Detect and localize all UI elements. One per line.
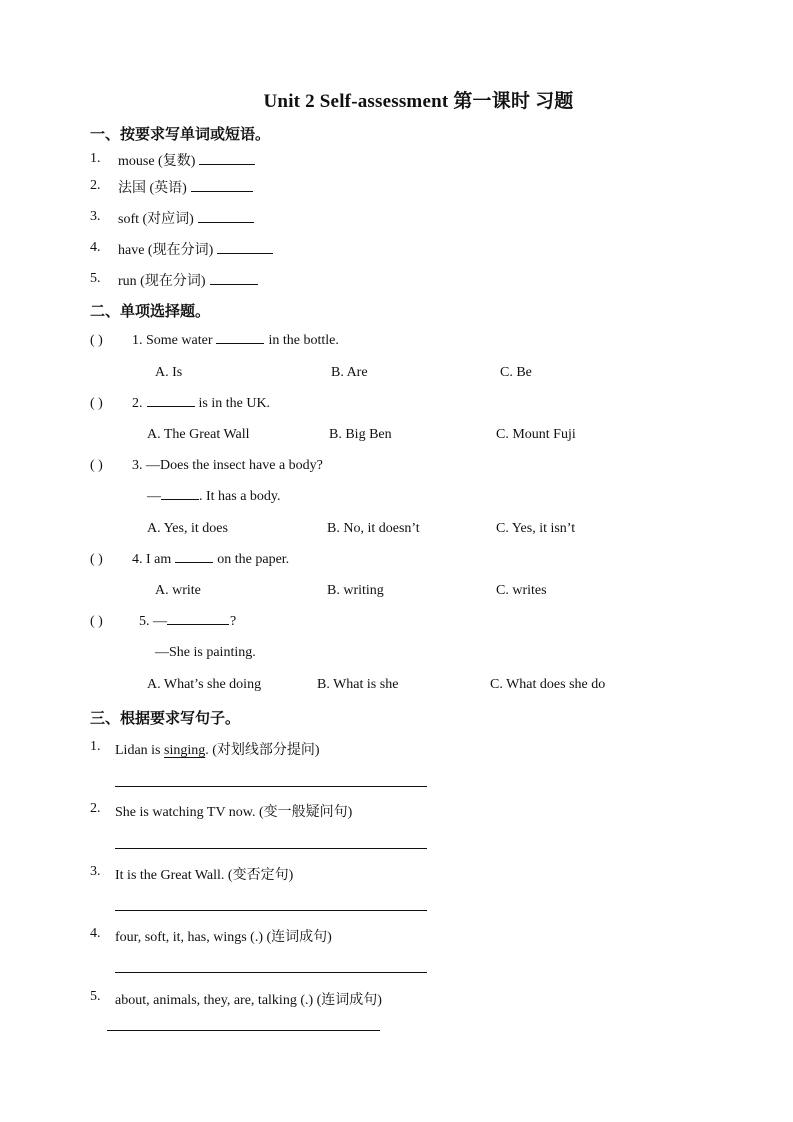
- s1-item-4-number: 4.: [90, 240, 101, 255]
- s1-item-5: [118, 270, 258, 290]
- q2-stem: [132, 396, 270, 412]
- s3-item-3-answer-line[interactable]: [115, 910, 427, 911]
- s1-item-1: [118, 150, 255, 170]
- s3-item-1-after: . (对划线部分提问): [205, 743, 320, 758]
- s1-item-4-text: have (现在分词): [118, 243, 214, 258]
- section-3-heading: 三、根据要求写句子。: [90, 711, 241, 727]
- s3-item-2-answer-line[interactable]: [115, 848, 427, 849]
- s1-item-3-text: soft (对应词): [118, 212, 194, 227]
- q1-option-a[interactable]: A. Is: [155, 365, 183, 380]
- s3-item-1-answer-line[interactable]: [115, 786, 427, 787]
- q2-option-b[interactable]: B. Big Ben: [329, 427, 392, 442]
- s1-item-1-blank[interactable]: [199, 163, 255, 165]
- q4-stem-before: 4. I am: [132, 552, 172, 567]
- q5-blank[interactable]: [167, 623, 229, 625]
- page-title: Unit 2 Self-assessment 第一课时 习题: [263, 91, 574, 112]
- q1-stem: [132, 333, 339, 349]
- q2-option-c[interactable]: C. Mount Fuji: [496, 427, 576, 442]
- section-2-heading: 二、单项选择题。: [90, 304, 211, 320]
- q5-stem-after: ?: [230, 614, 237, 629]
- section-1-heading: 一、按要求写单词或短语。: [90, 127, 271, 143]
- s3-item-2-text: She is watching TV now. (变一般疑问句): [115, 805, 353, 820]
- s3-item-5-number: 5.: [90, 989, 101, 1004]
- q3-option-b[interactable]: B. No, it doesn’t: [327, 521, 420, 536]
- q1-option-c[interactable]: C. Be: [500, 365, 532, 380]
- q3-option-c[interactable]: C. Yes, it isn’t: [496, 521, 576, 536]
- q4-option-a[interactable]: A. write: [155, 583, 201, 598]
- q5-reply: —She is painting.: [155, 645, 256, 660]
- s1-item-4: [118, 239, 273, 259]
- s1-item-1-text: mouse (复数): [118, 154, 196, 169]
- s1-item-5-blank[interactable]: [210, 283, 258, 285]
- q4-option-c[interactable]: C. writes: [496, 583, 547, 598]
- s1-item-4-blank[interactable]: [217, 252, 273, 254]
- q1-stem-after: in the bottle.: [268, 333, 339, 348]
- s1-item-3-blank[interactable]: [198, 221, 254, 223]
- q2-stem-after: is in the UK.: [198, 396, 271, 411]
- q3-reply-dash: —: [147, 489, 161, 504]
- q3-reply: [147, 489, 281, 505]
- s3-item-2-number: 2.: [90, 801, 101, 816]
- q2-answer-paren[interactable]: ( ): [90, 396, 103, 411]
- q1-answer-paren[interactable]: ( ): [90, 333, 103, 348]
- s3-item-5-text: about, animals, they, are, talking (.) (连词成句): [115, 993, 382, 1008]
- q5-option-a[interactable]: A. What’s she doing: [147, 677, 262, 692]
- s1-item-2-blank[interactable]: [191, 190, 253, 192]
- s3-item-1-number: 1.: [90, 739, 101, 754]
- s3-item-1-before: Lidan is: [115, 743, 161, 758]
- q4-blank[interactable]: [175, 561, 213, 563]
- s3-item-1-underlined-word: singing: [164, 743, 206, 758]
- s3-item-5-answer-line[interactable]: [107, 1030, 380, 1031]
- s1-item-1-number: 1.: [90, 151, 101, 166]
- q3-reply-after: . It has a body.: [199, 489, 281, 504]
- q5-answer-paren[interactable]: ( ): [90, 614, 103, 629]
- q4-option-b[interactable]: B. writing: [327, 583, 384, 598]
- s3-item-1: [115, 739, 320, 759]
- q1-blank[interactable]: [216, 342, 264, 344]
- s1-item-3: [118, 208, 254, 228]
- q2-stem-before: 2.: [132, 396, 143, 411]
- s3-item-3-number: 3.: [90, 864, 101, 879]
- s3-item-4-number: 4.: [90, 926, 101, 941]
- s3-item-3-text: It is the Great Wall. (变否定句): [115, 868, 294, 883]
- q4-stem-after: on the paper.: [217, 552, 290, 567]
- s1-item-2-number: 2.: [90, 178, 101, 193]
- q3-answer-paren[interactable]: ( ): [90, 458, 103, 473]
- q5-stem-before: 5. —: [139, 614, 167, 629]
- q5-option-b[interactable]: B. What is she: [317, 677, 399, 692]
- s1-item-3-number: 3.: [90, 209, 101, 224]
- q2-option-a[interactable]: A. The Great Wall: [147, 427, 250, 442]
- q2-blank[interactable]: [147, 405, 195, 407]
- q3-blank[interactable]: [161, 498, 199, 500]
- q5-option-c[interactable]: C. What does she do: [490, 677, 606, 692]
- q1-option-b[interactable]: B. Are: [331, 365, 368, 380]
- q3-option-a[interactable]: A. Yes, it does: [147, 521, 228, 536]
- q1-stem-before: 1. Some water: [132, 333, 213, 348]
- s3-item-4-text: four, soft, it, has, wings (.) (连词成句): [115, 930, 332, 945]
- q4-answer-paren[interactable]: ( ): [90, 552, 103, 567]
- s1-item-5-text: run (现在分词): [118, 274, 206, 289]
- q4-stem: [132, 552, 289, 568]
- s1-item-5-number: 5.: [90, 271, 101, 286]
- s3-item-4-answer-line[interactable]: [115, 972, 427, 973]
- s1-item-2-text: 法国 (英语): [118, 181, 187, 196]
- q3-stem: 3. ―Does the insect have a body?: [132, 458, 323, 473]
- s1-item-2: [118, 177, 253, 197]
- q5-stem: [139, 614, 236, 630]
